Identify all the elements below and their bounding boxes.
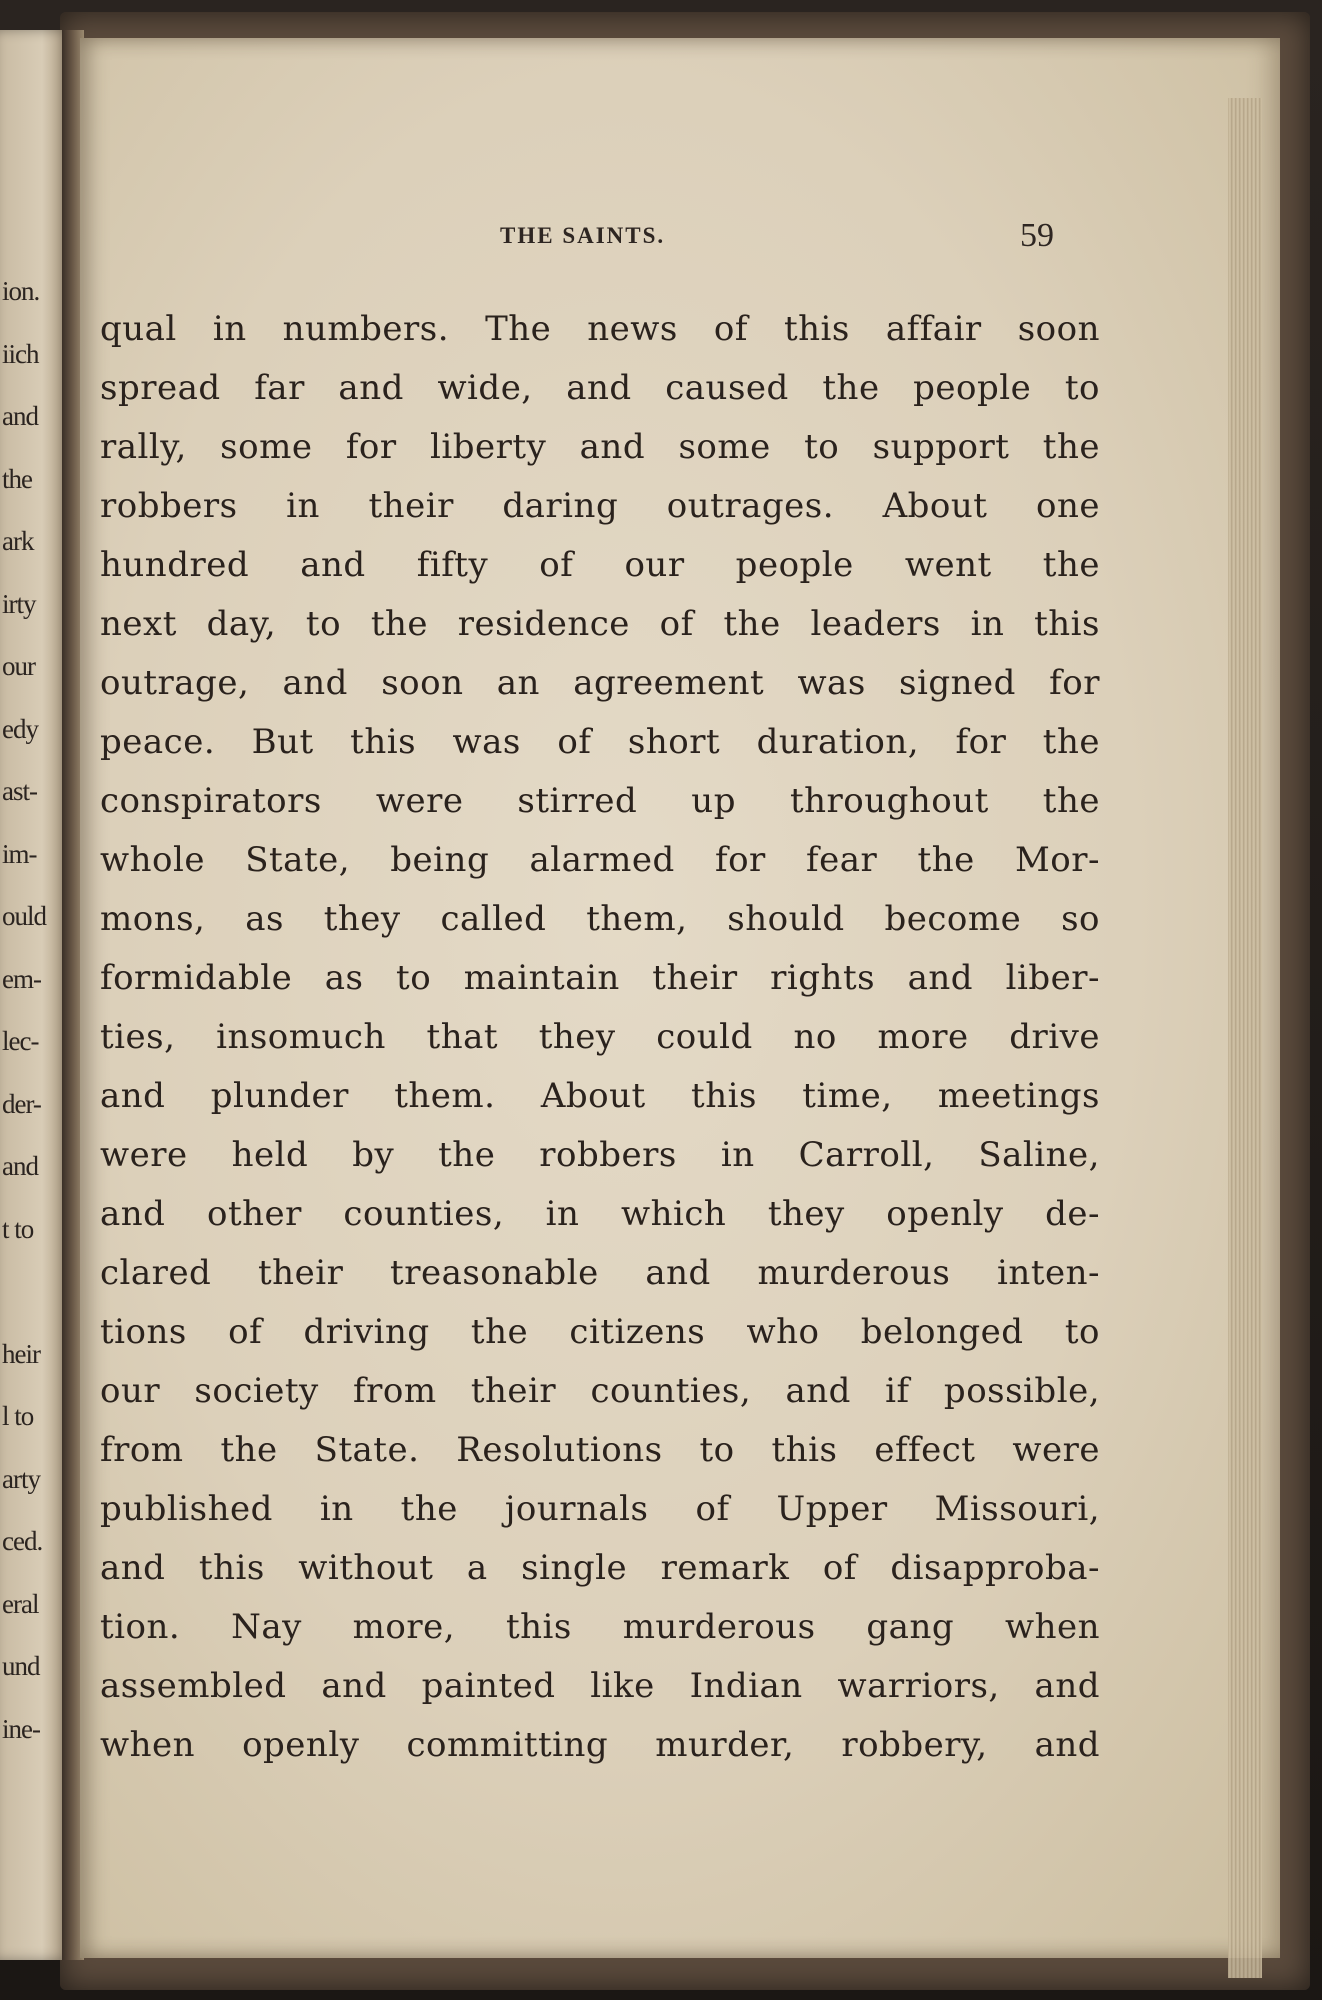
previous-page-fragment: iich [2,338,39,369]
previous-page-fragment: ced. [2,1526,43,1556]
text-line: tions of driving the citizens who belonged to [100,1312,1100,1352]
text-line: tion. Nay more, this murderous gang when [100,1607,1100,1647]
text-line: whole State, being alarmed for fear the Mor- [100,840,1100,880]
running-head [80,217,1140,263]
previous-page-edge [0,30,70,1960]
previous-page-fragment: ast- [2,776,37,806]
text-line: spread far and wide, and caused the people to [100,368,1100,408]
previous-page-fragment: t to [2,1213,34,1244]
previous-page-fragment: and [2,401,38,431]
previous-page-text-fragments [2,260,66,1760]
text-line: were held by the robbers in Carroll, Saline, [100,1135,1100,1175]
previous-page-fragment: the [2,463,32,494]
text-line: next day, to the residence of the leaders in this [100,604,1100,644]
text-line: and other counties, in which they openly de- [100,1194,1100,1234]
page-number: 59 [1020,217,1054,254]
previous-page-fragment: ark [2,526,34,556]
previous-page-fragment: l to [2,1401,34,1431]
text-line: our society from their counties, and if possible, [100,1371,1100,1411]
page-edge-stack [1228,98,1262,1978]
text-line: qual in numbers. The news of this affair soon [100,309,1100,349]
text-line: mons, as they called them, should become so [100,899,1100,939]
text-line: when openly committing murder, robbery, and [100,1725,1100,1765]
text-line: robbers in their daring outrages. About one [100,486,1100,526]
previous-page-fragment: arty [2,1463,40,1494]
previous-page-fragment: der- [2,1088,41,1119]
previous-page-fragment: our [2,651,35,681]
previous-page-fragment: heir [2,1338,40,1369]
previous-page-fragment: ine- [2,1713,40,1744]
previous-page-fragment: lec- [2,1026,39,1056]
book-page [80,38,1280,1958]
text-line: from the State. Resolutions to this effect were [100,1430,1100,1470]
text-line: assembled and painted like Indian warriors, and [100,1666,1100,1706]
text-line: conspirators were stirred up throughout the [100,781,1100,821]
previous-page-fragment: und [2,1651,40,1681]
previous-page-fragment: edy [2,713,38,744]
running-title: THE SAINTS. [500,223,666,248]
text-line: clared their treasonable and murderous inten- [100,1253,1100,1293]
body-text [100,300,1100,1775]
text-line: hundred and fifty of our people went the [100,545,1100,585]
text-line: formidable as to maintain their rights and liber- [100,958,1100,998]
text-line: peace. But this was of short duration, for the [100,722,1100,762]
previous-page-fragment: and [2,1151,38,1181]
text-line: and this without a single remark of disapproba- [100,1548,1100,1588]
previous-page-fragment: eral [2,1588,39,1619]
previous-page-fragment: em- [2,963,41,994]
text-line: ties, insomuch that they could no more drive [100,1017,1100,1057]
text-line: published in the journals of Upper Missouri, [100,1489,1100,1529]
text-line: and plunder them. About this time, meetings [100,1076,1100,1116]
previous-page-fragment: im- [2,838,37,869]
previous-page-fragment: ould [2,901,47,931]
previous-page-fragment [2,1260,66,1323]
previous-page-fragment: irty [2,588,36,619]
text-line: outrage, and soon an agreement was signed for [100,663,1100,703]
text-line: rally, some for liberty and some to support the [100,427,1100,467]
previous-page-fragment: ion. [2,276,40,306]
